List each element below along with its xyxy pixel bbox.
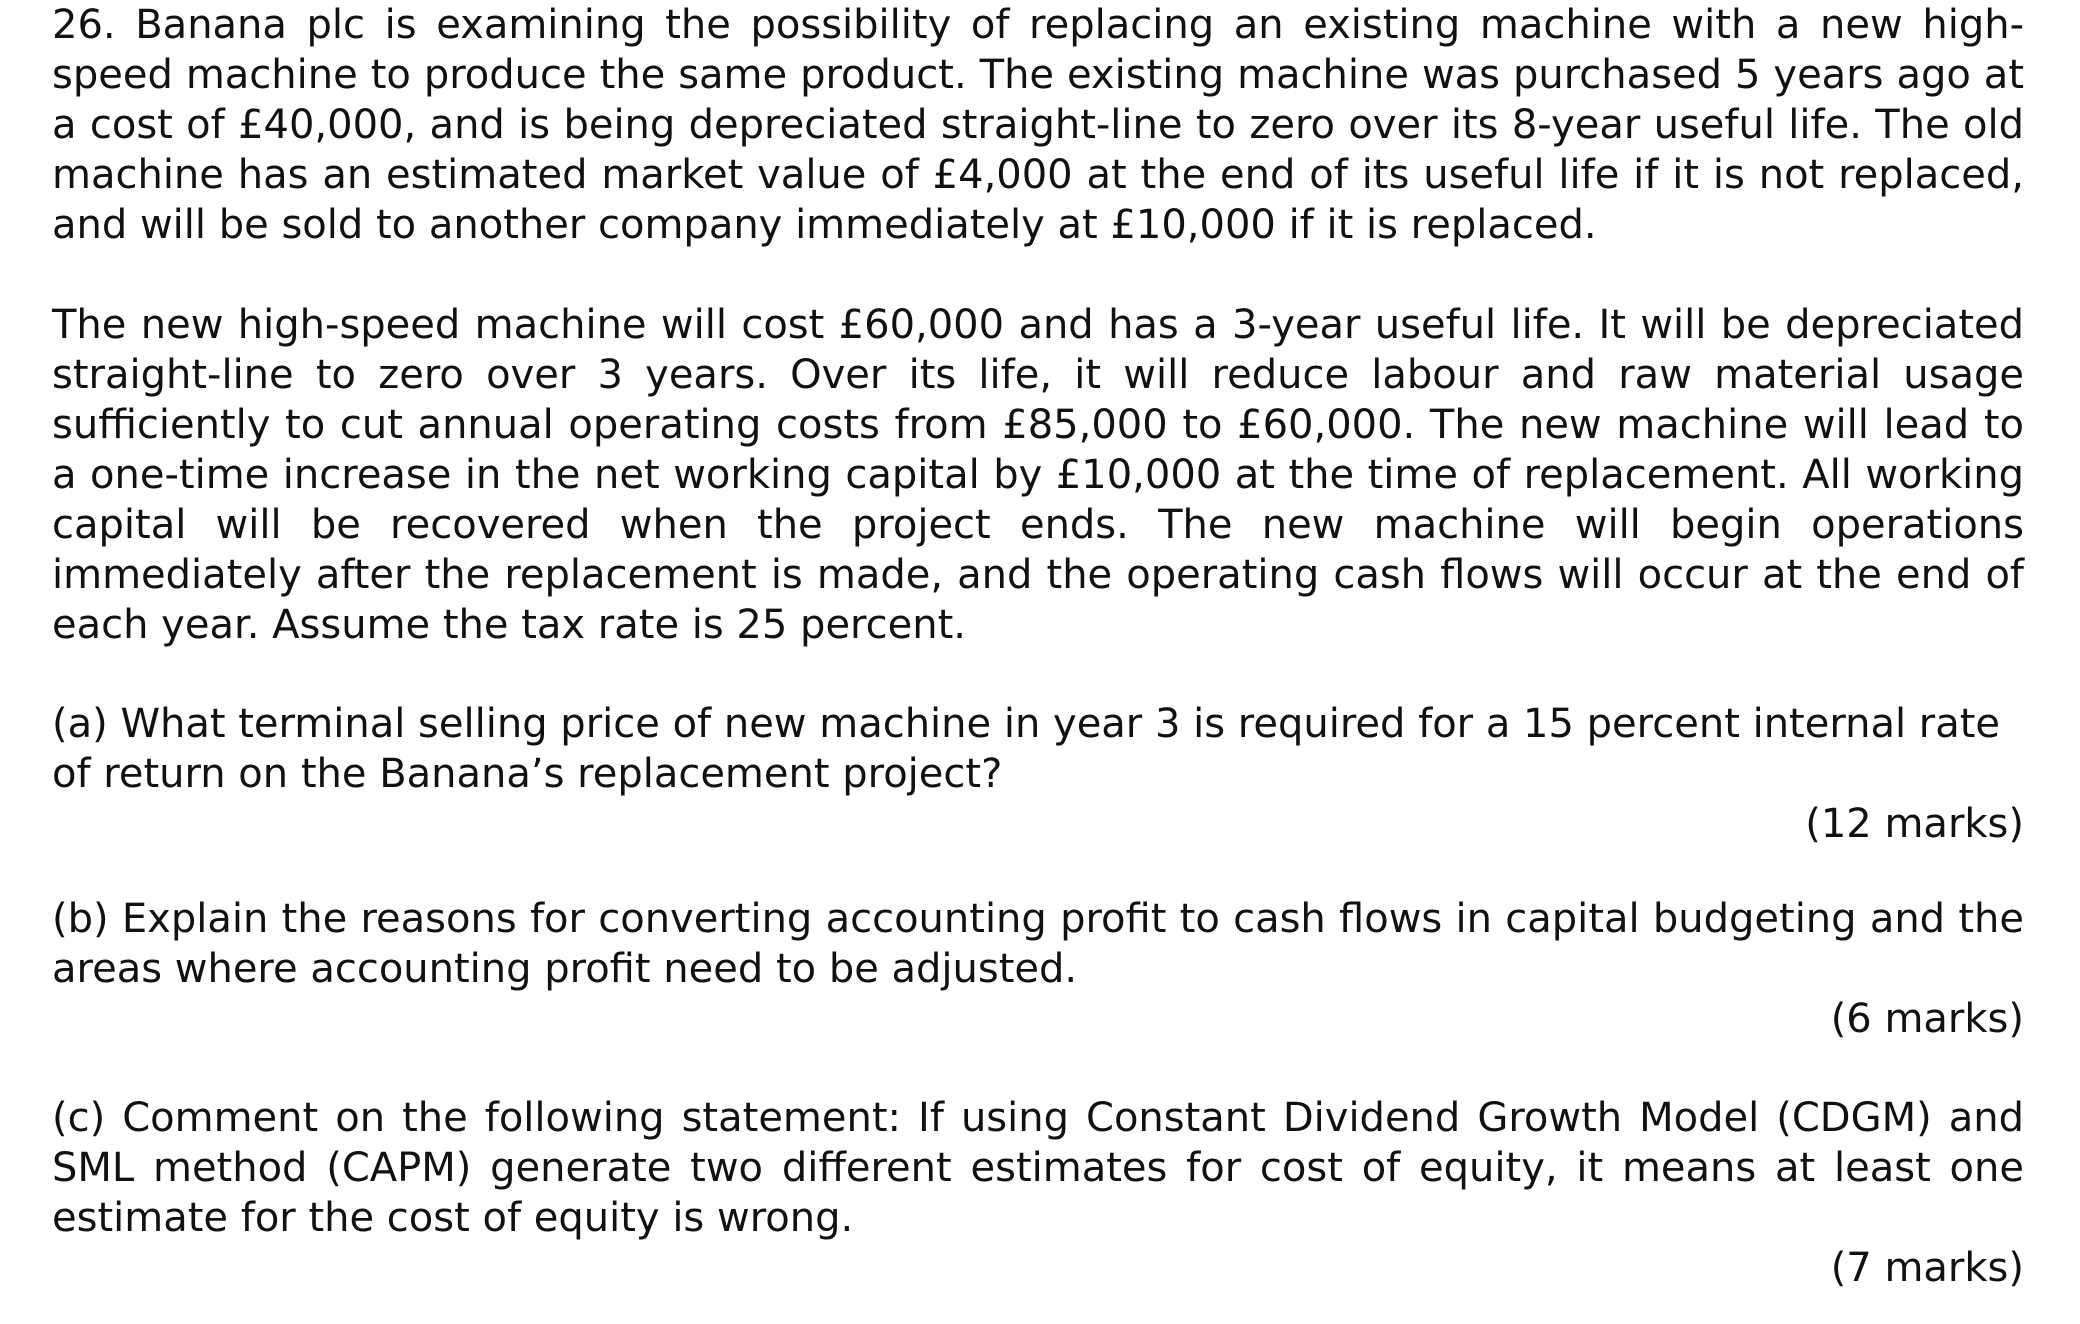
part-b-question: (b) Explain the reasons for converting accounting profit to cash flows in capital budgeting and the areas where accounting profit need to be adjusted. xyxy=(52,896,2024,992)
new-machine-paragraph: The new high-speed machine will cost £60,000 and has a 3-year useful life. It will be depreciated straight-line to zero over 3 years. Over its life, it will reduce labour and raw material usage sufficiently to cut annual operating costs from £85,000 to £60,000. The new machine will lead to a one-time increase in the net working capital by £10,000 at the time of replacement. All working capital will be recovered when the project ends. The new machine will begin operations immediately after the replacement is made, and the operating cash flows will occur at the end of each year. Assume the tax rate is 25 percent. xyxy=(52,302,2024,648)
exam-question-page xyxy=(52,0,2024,1293)
part-c-question: (c) Comment on the following statement: If using Constant Dividend Growth Model (CDGM) and SML method (CAPM) generate two different estimates for cost of equity, it means at least one estimate for the cost of equity is wrong. xyxy=(52,1095,2024,1241)
part-a-question: (a) What terminal selling price of new machine in year 3 is required for a 15 percent internal rate of return on the Banana’s replacement project? xyxy=(52,701,2001,797)
question-intro-paragraph: 26. Banana plc is examining the possibility of replacing an existing machine with a new high-speed machine to produce the same product. The existing machine was purchased 5 years ago at a cost of £40,000, and is being depreciated straight-line to zero over its 8-year useful life. The old machine has an estimated market value of £4,000 at the end of its useful life if it is not replaced, and will be sold to another company immediately at £10,000 if it is replaced. xyxy=(52,2,2024,248)
part-b-marks: (6 marks) xyxy=(1830,996,2024,1042)
part-a-marks: (12 marks) xyxy=(1805,801,2024,847)
part-c-marks: (7 marks) xyxy=(1830,1245,2024,1291)
